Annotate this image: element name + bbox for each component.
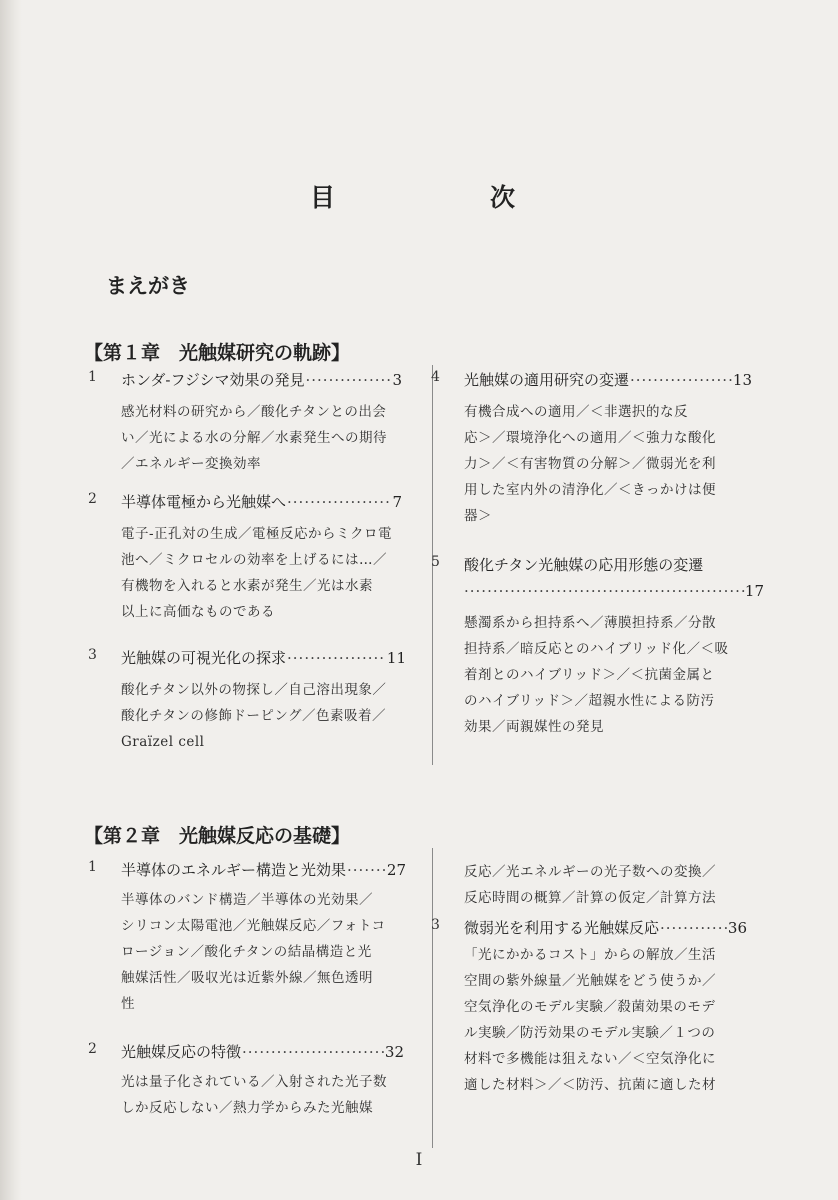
summary-line: シリコン太陽電池／光触媒反応／フォトコ (121, 918, 386, 934)
entry-heading (464, 554, 764, 575)
summary-line: ロージョン／酸化チタンの結晶構造と光 (121, 944, 372, 960)
entry-page: 17 (744, 582, 764, 600)
chapter-2-heading: 【第２章 光触媒反応の基礎】 (84, 825, 351, 847)
entry-number: 3 (88, 647, 97, 663)
leader-dots (306, 371, 392, 389)
entry-title: 酸化チタン光触媒の応用形態の変遷 (464, 556, 704, 574)
summary-line: 懸濁系から担持系へ／薄膜担持系／分散 (464, 615, 716, 631)
summary-line: 空気浄化のモデル実験／殺菌効果のモデ (464, 999, 716, 1015)
summary-line: 効果／両親媒性の発見 (464, 719, 604, 735)
entry-summary (464, 942, 747, 1098)
entry-number: 1 (88, 369, 97, 385)
entry-page: 7 (392, 493, 402, 511)
summary-line: 性 (121, 996, 135, 1012)
entry-page: 11 (386, 649, 406, 667)
entry-heading (464, 369, 752, 390)
entry-summary (464, 399, 752, 529)
summary-line: 光は量子化されている／入射された光子数 (121, 1074, 387, 1090)
summary-line: 酸化チタンの修飾ドーピング／色素吸着／ (121, 708, 387, 724)
entry-summary (121, 677, 406, 755)
entry-summary-continuation (464, 859, 716, 911)
summary-line: 池へ／ミクロセルの効率を上げるには…／ (121, 552, 387, 568)
summary-line: 以上に高価なものである (121, 604, 275, 620)
entry-page: 36 (727, 919, 747, 937)
entry-page: 13 (732, 371, 752, 389)
summary-line: 材料で多機能は狙えない／＜空気浄化に (464, 1051, 716, 1067)
summary-line: 反応時間の概算／計算の仮定／計算方法 (464, 890, 716, 906)
summary-line: ／エネルギー変換効率 (121, 456, 261, 472)
entry-heading (121, 647, 406, 668)
summary-line: 力＞／＜有害物質の分解＞／微弱光を利 (464, 456, 716, 472)
entry-title: 光触媒の可視光化の探求 (121, 649, 287, 667)
leader-dots (287, 649, 386, 667)
summary-line: 器＞ (464, 508, 492, 524)
entry-title: ホンダ-フジシマ効果の発見 (121, 371, 305, 389)
entry-summary (121, 1069, 404, 1121)
summary-line: しか反応しない／熱力学からみた光触媒 (121, 1100, 373, 1116)
entry-heading (121, 859, 406, 880)
entry-summary (121, 521, 402, 625)
summary-line: 触媒活性／吸収光は近紫外線／無色透明 (121, 970, 373, 986)
entry-heading (121, 491, 402, 512)
summary-line: のハイブリッド＞／超親水性による防汚 (464, 693, 715, 709)
leader-dots (347, 861, 386, 879)
leader-dots (242, 1043, 384, 1061)
summary-line: 有機物を入れると水素が発生／光は水素 (121, 578, 373, 594)
summary-line: 担持系／暗反応とのハイブリッド化／＜吸 (464, 641, 729, 657)
entry-heading (464, 917, 747, 938)
entry-number: 2 (88, 491, 97, 507)
entry-title: 半導体のエネルギー構造と光効果 (121, 861, 347, 879)
entry-page: 27 (386, 861, 406, 879)
summary-line: 半導体のバンド構造／半導体の光効果／ (121, 892, 373, 908)
summary-line: ル実験／防汚効果のモデル実験／１つの (464, 1025, 716, 1041)
entry-title: 光触媒反応の特徴 (121, 1043, 242, 1061)
entry-page: 3 (392, 371, 402, 389)
entry-number: 3 (431, 917, 440, 933)
entry-title: 微弱光を利用する光触媒反応 (464, 919, 660, 937)
summary-line: 「光にかかるコスト」からの解放／生活 (464, 947, 716, 963)
summary-line: 酸化チタン以外の物探し／自己溶出現象／ (121, 682, 387, 698)
summary-line: 有機合成への適用／＜非選択的な反 (464, 404, 688, 420)
summary-line: 応＞／環境浄化への適用／＜強力な酸化 (464, 430, 716, 446)
entry-number: 5 (431, 554, 440, 570)
summary-line: 空間の紫外線量／光触媒をどう使うか／ (464, 973, 716, 989)
entry-title: 半導体電極から光触媒へ (121, 493, 287, 511)
entry-page: 32 (384, 1043, 404, 1061)
leader-dots (660, 919, 727, 937)
entry-number: 4 (431, 369, 440, 385)
chapter-1-heading: 【第１章 光触媒研究の軌跡】 (84, 342, 351, 364)
summary-line: 用した室内外の清浄化／＜きっかけは便 (464, 482, 716, 498)
summary-line: 電子-正孔対の生成／電極反応からミクロ電 (121, 526, 393, 542)
summary-line: 感光材料の研究から／酸化チタンとの出会 (121, 404, 387, 420)
entry-heading (121, 1041, 404, 1062)
page-spine-shadow (0, 0, 22, 1200)
entry-page-line (464, 582, 764, 600)
entry-number: 2 (88, 1041, 97, 1057)
leader-dots (630, 371, 732, 389)
summary-line: Graïzel cell (121, 734, 205, 750)
summary-line: 反応／光エネルギーの光子数への変換／ (464, 864, 716, 880)
entry-title: 光触媒の適用研究の変遷 (464, 371, 630, 389)
entry-heading (121, 369, 402, 390)
leader-dots (287, 493, 391, 511)
title-right-char: 次 (490, 183, 516, 212)
leader-dots (464, 582, 745, 600)
entry-summary (464, 610, 764, 740)
preface-heading: まえがき (106, 273, 190, 298)
summary-line: 適した材料＞／＜防汚、抗菌に適した材 (464, 1077, 716, 1093)
page-number: I (415, 1150, 423, 1170)
summary-line: 着剤とのハイブリッド＞／＜抗菌金属と (464, 667, 715, 683)
entry-summary (121, 399, 402, 477)
summary-line: い／光による水の分解／水素発生への期待 (121, 430, 387, 446)
title-left-char: 目 (310, 183, 336, 212)
entry-number: 1 (88, 859, 97, 875)
entry-summary (121, 887, 406, 1017)
column-divider (432, 848, 433, 1148)
